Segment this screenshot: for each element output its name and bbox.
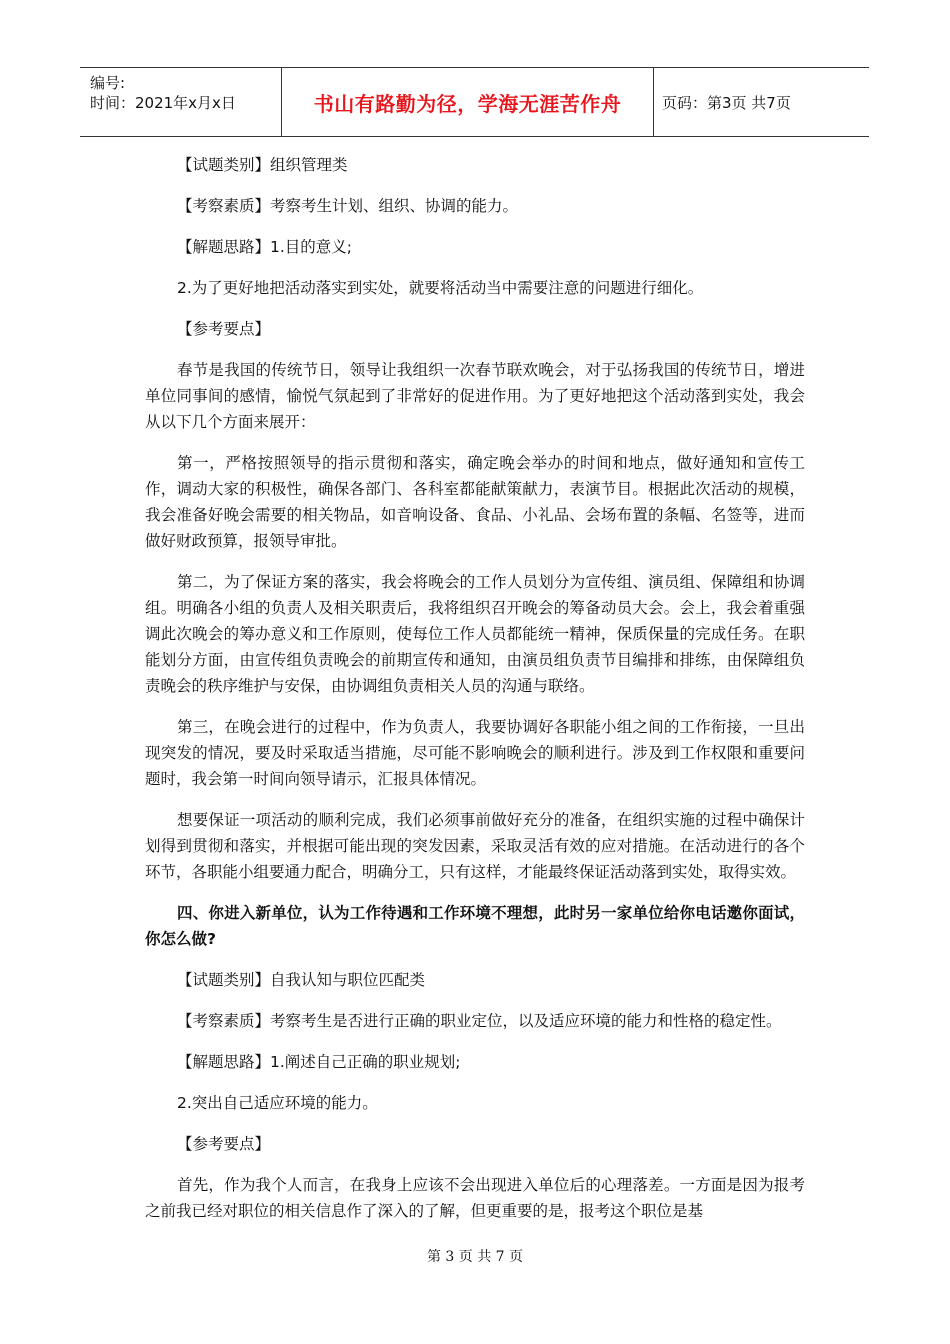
assessment-quality: 【考察素质】考察考生计划、组织、协调的能力。 [177, 197, 519, 215]
header-meta-cell [80, 68, 282, 136]
header-page-cell [654, 68, 869, 136]
assessment-quality: 【考察素质】考察考生是否进行正确的职业定位，以及适应环境的能力和性格的稳定性。 [177, 1012, 782, 1030]
code-label: 编号: [90, 74, 126, 92]
solution-approach: 【解题思路】1.目的意义; [177, 238, 353, 256]
answer-paragraph: 想要保证一项活动的顺利完成，我们必须事前做好充分的准备，在组织实施的过程中确保计划得到贯彻和落实，并根据可能出现的突发因素，采取灵活有效的应对措施。在活动进行的各个环节，各职能小组要通力配合，明确分工，只有这样，才能最终保证活动落到实处，取得实效。 [145, 811, 805, 881]
answer-paragraph: 第三，在晚会进行的过程中，作为负责人，我要协调好各职能小组之间的工作衔接，一旦出现突发的情况，要及时采取适当措施，尽可能不影响晚会的顺利进行。涉及到工作权限和重要问题时，我会第一时间向领导请示，汇报具体情况。 [145, 718, 805, 788]
answer-paragraph: 第二，为了保证方案的落实，我会将晚会的工作人员划分为宣传组、演员组、保障组和协调组。明确各小组的负责人及相关职责后，我将组织召开晚会的筹备动员大会。会上，我会着重强调此次晚会的筹办意义和工作原则，使每位工作人员都能统一精神，保质保量的完成任务。在职能划分方面，由宣传组负责晚会的前期宣传和通知，由演员组负责节目编排和排练，由保障组负责晚会的秩序维护与安保，由协调组负责相关人员的沟通与联络。 [145, 573, 805, 695]
solution-approach-point-2: 2.突出自己适应环境的能力。 [177, 1094, 378, 1112]
answer-paragraph: 首先，作为我个人而言，在我身上应该不会出现进入单位后的心理落差。一方面是因为报考之前我已经对职位的相关信息作了深入的了解，但更重要的是，报考这个职位是基 [145, 1176, 805, 1220]
reference-points-heading: 【参考要点】 [177, 1135, 271, 1153]
page-header [80, 67, 869, 137]
document-body [145, 152, 805, 1239]
reference-points-heading: 【参考要点】 [177, 320, 271, 338]
question-category: 【试题类别】组织管理类 [177, 156, 348, 174]
question-category: 【试题类别】自我认知与职位匹配类 [177, 971, 426, 989]
solution-approach: 【解题思路】1.阐述自己正确的职业规划; [177, 1053, 461, 1071]
date-line: 时间：2021年x月x日 [90, 94, 236, 112]
page-footer: 第 3 页 共 7 页 [426, 1249, 524, 1265]
answer-paragraph: 第一，严格按照领导的指示贯彻和落实，确定晚会举办的时间和地点，做好通知和宣传工作，调动大家的积极性，确保各部门、各科室都能献策献力，表演节目。根据此次活动的规模，我会准备好晚会需要的相关物品，如音响设备、食品、小礼品、会场布置的条幅、名签等，进而做好财政预算，报领导审批。 [145, 454, 805, 550]
answer-paragraph: 春节是我国的传统节日，领导让我组织一次春节联欢晚会，对于弘扬我国的传统节日，增进单位同事间的感情，愉悦气氛起到了非常好的促进作用。为了更好地把这个活动落到实处，我会从以下几个方面来展开： [145, 361, 805, 431]
question-title: 四、你进入新单位，认为工作待遇和工作环境不理想，此时另一家单位给你电话邀你面试，你怎么做? [145, 904, 805, 948]
motto: 书山有路勤为径，学海无涯苦作舟 [313, 91, 622, 116]
solution-approach-point-2: 2.为了更好地把活动落实到实处，就要将活动当中需要注意的问题进行细化。 [177, 279, 704, 297]
header-motto-cell [282, 68, 654, 136]
page-number-label: 页码：第3页 共7页 [662, 93, 791, 112]
